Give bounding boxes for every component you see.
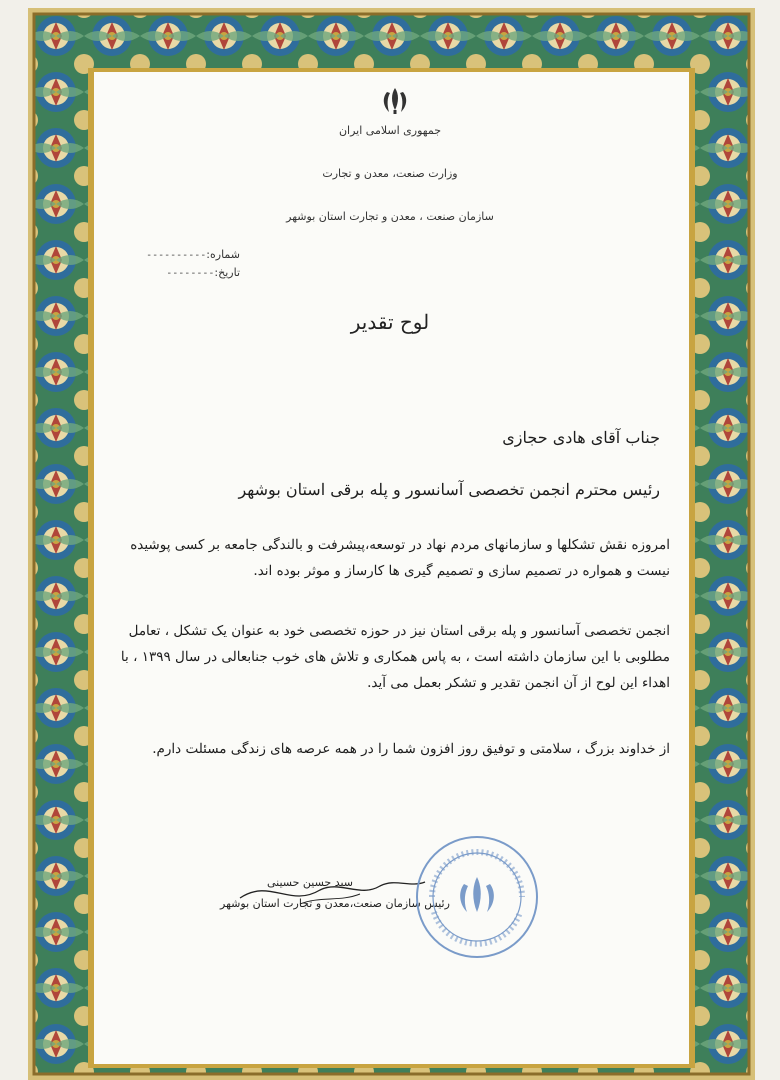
body-paragraph-1: امروزه نقش تشکلها و سازمانهای مردم نهاد در توسعه،پیشرفت و بالندگی جامعه بر کسی پوشیده نیست و همواره در تصمیم سازی و تصمیم گیری ها کارساز و موثر بوده اند. bbox=[130, 537, 670, 579]
body-paragraph-3: از خداوند بزرگ ، سلامتی و توفیق روز افزون شما را در همه عرصه های زندگی مسئلت دارم. bbox=[152, 741, 670, 757]
number-value: ---------- bbox=[146, 250, 207, 261]
certificate-title: لوح تقدیر bbox=[350, 310, 430, 334]
body-paragraph-2: انجمن تخصصی آسانسور و پله برقی استان نیز در حوزه تخصصی خود به عنوان یک تشکل ، تعامل مطلوبی با این سازمان داشته است ، به پاس همکاری و تلاش های خوب جنابعالی در سال ۱۳۹۹ ، با اهداء این لوح از آن انجمن تقدیر و تشکر بعمل می آید. bbox=[120, 623, 670, 691]
recipient-name: جناب آقای هادی حجازی bbox=[502, 428, 660, 447]
header-republic: جمهوری اسلامی ایران bbox=[338, 124, 442, 137]
iran-emblem-icon bbox=[378, 86, 412, 116]
header-organization: سازمان صنعت ، معدن و تجارت استان بوشهر bbox=[286, 210, 494, 223]
header-ministry: وزارت صنعت، معدن و تجارت bbox=[322, 167, 458, 180]
number-label: شماره: bbox=[206, 248, 240, 261]
date-label: تاریخ: bbox=[214, 266, 240, 279]
number-field bbox=[120, 248, 240, 261]
signatory-title: رئیس سازمان صنعت،معدن و تجارت استان بوشهر bbox=[220, 897, 450, 910]
recipient-position: رئیس محترم انجمن تخصصی آسانسور و پله برقی استان بوشهر bbox=[238, 480, 660, 499]
date-field bbox=[120, 266, 240, 279]
signatory-name: سید حسین حسینی bbox=[266, 876, 354, 889]
date-value: -------- bbox=[166, 268, 215, 279]
official-seal-icon bbox=[412, 832, 542, 962]
signature-icon bbox=[230, 868, 430, 918]
